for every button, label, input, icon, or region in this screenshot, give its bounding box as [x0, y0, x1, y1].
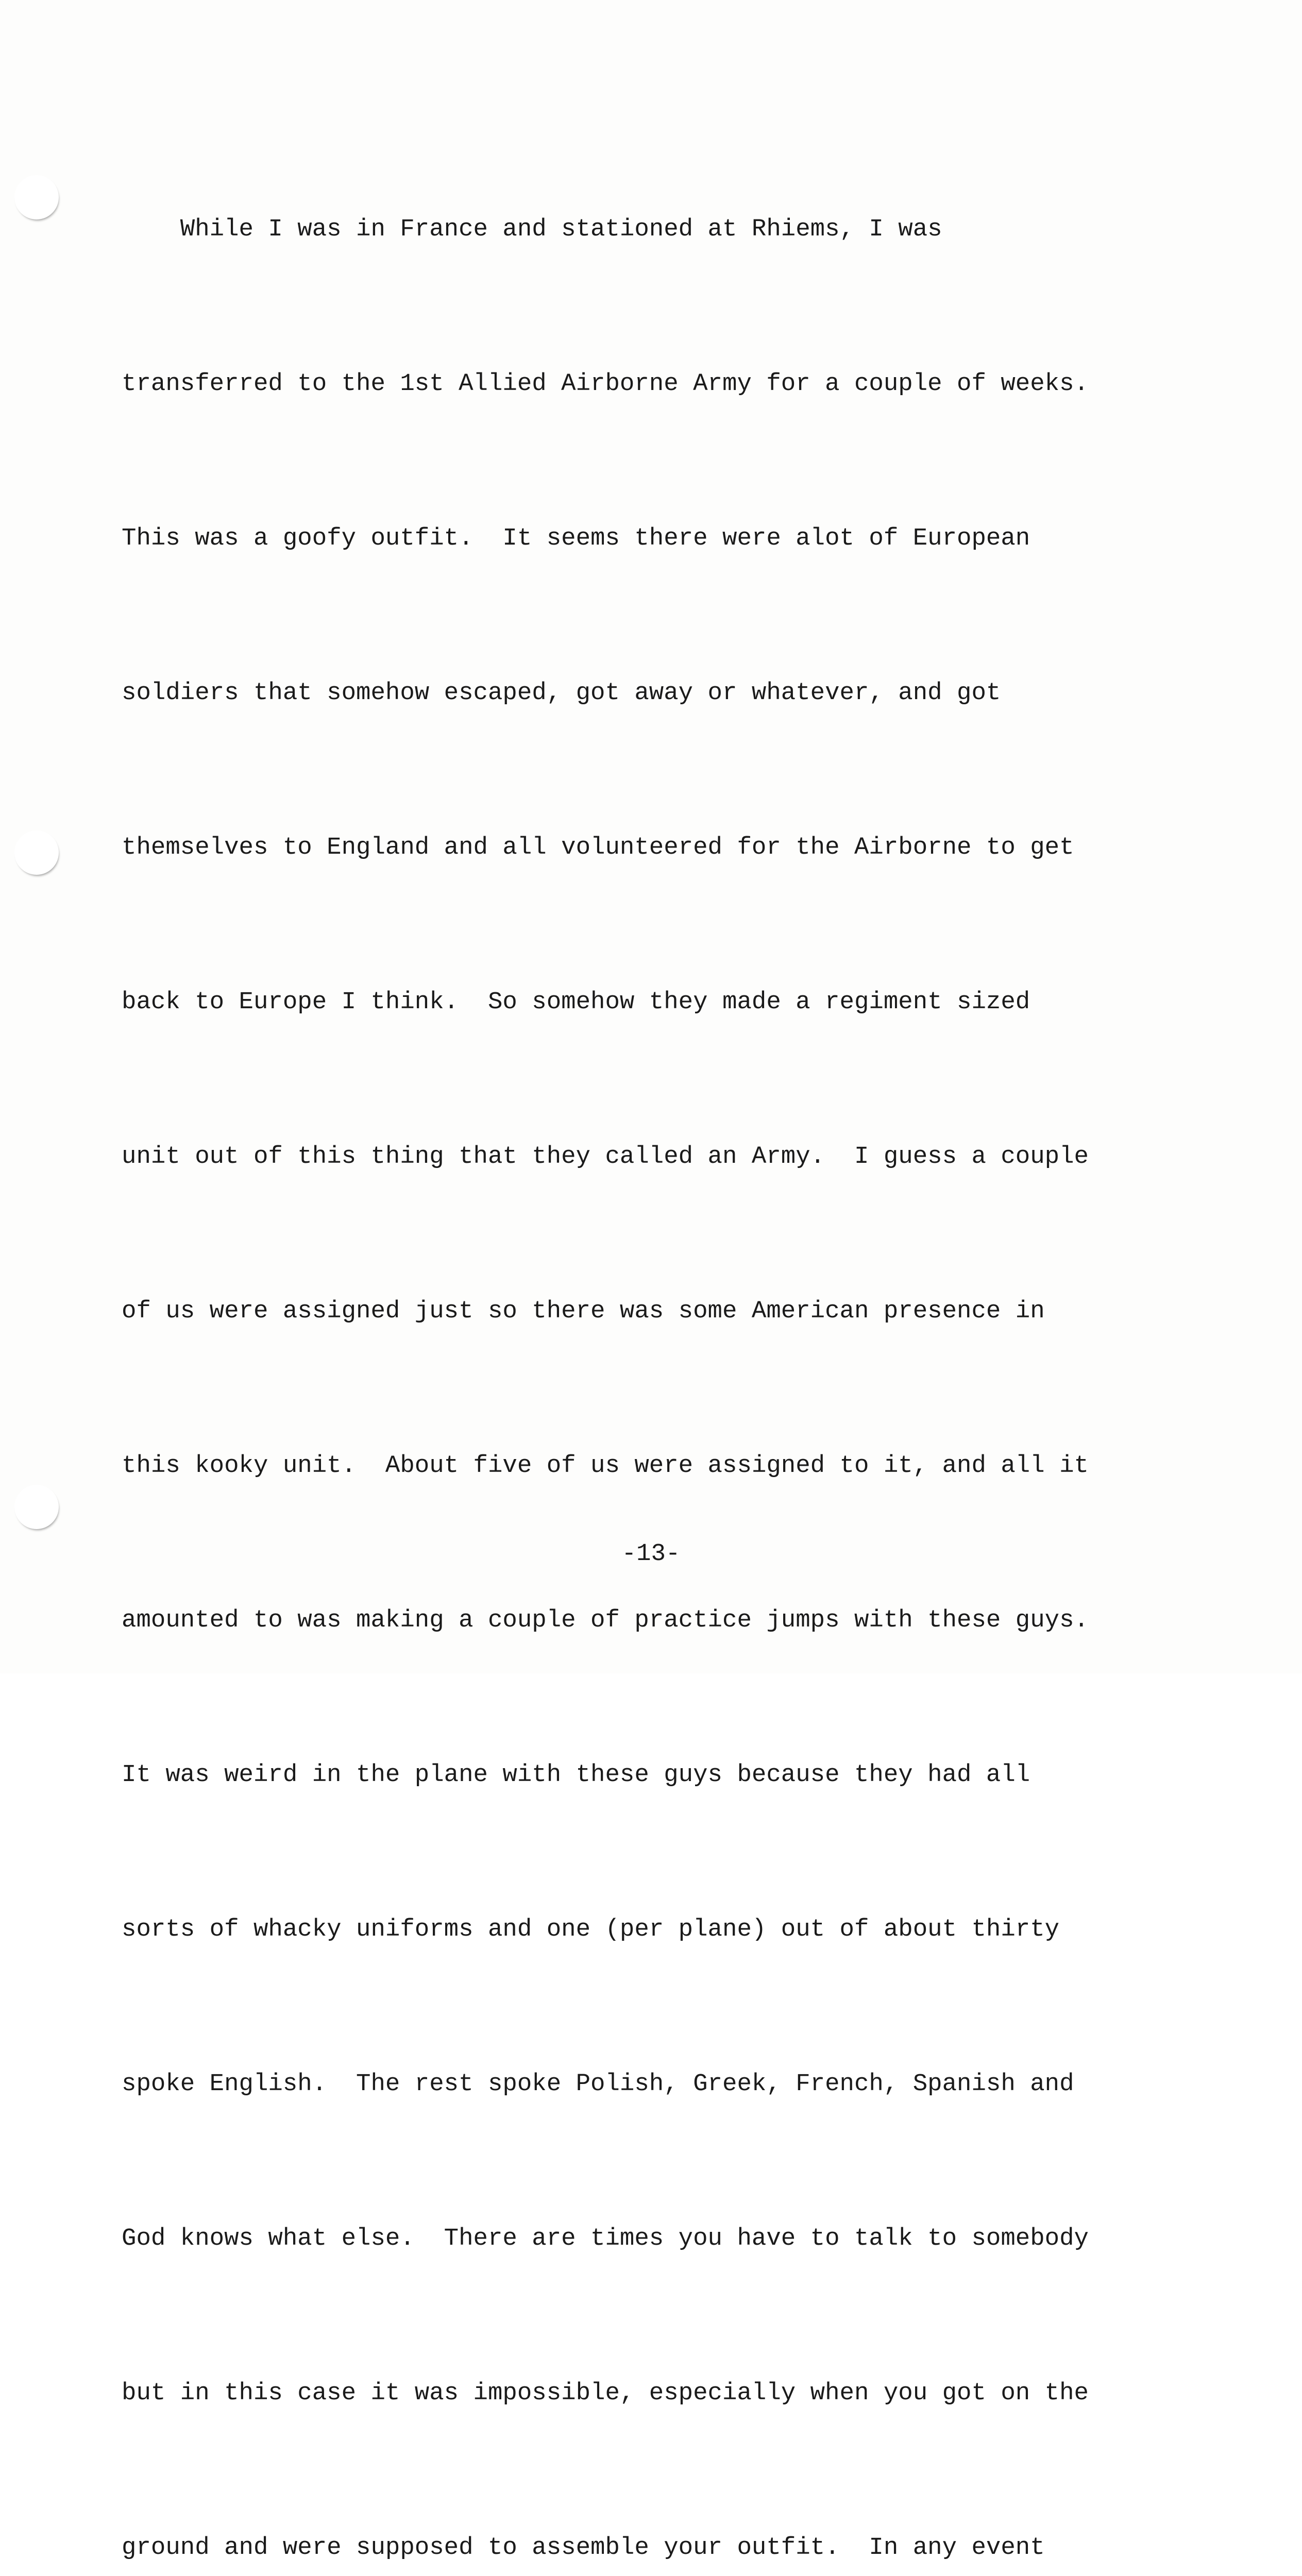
text-line: spoke English. The rest spoke Polish, Greek, French, Spanish and — [122, 2071, 1074, 2098]
text-line: this kooky unit. About five of us were assigned to it, and all it — [122, 1452, 1089, 1480]
text-line: themselves to England and all volunteered for the Airborne to get — [122, 834, 1074, 861]
text-line: of us were assigned just so there was some American presence in — [122, 1298, 1045, 1325]
punch-hole — [14, 831, 59, 875]
text-line: but in this case it was impossible, especially when you got on the — [122, 2380, 1089, 2407]
text-line: sorts of whacky uniforms and one (per plane) out of about thirty — [122, 1916, 1060, 1943]
punch-hole — [14, 175, 59, 219]
text-line: This was a goofy outfit. It seems there were alot of European — [122, 525, 1030, 552]
text-line: It was weird in the plane with these guys because they had all — [122, 1761, 1030, 1789]
text-line: back to Europe I think. So somehow they made a regiment sized — [122, 989, 1030, 1016]
punch-hole — [14, 1485, 59, 1529]
page-number: -13- — [621, 1540, 681, 1568]
text-line: unit out of this thing that they called an Army. I guess a couple — [122, 1143, 1089, 1171]
text-line: God knows what else. There are times you have to talk to somebody — [122, 2225, 1089, 2252]
text-line: While I was in France and stationed at Rhiems, I was — [122, 216, 942, 243]
text-line: soldiers that somehow escaped, got away or whatever, and got — [122, 680, 1001, 707]
text-line: amounted to was making a couple of practice jumps with these guys. — [122, 1607, 1089, 1634]
body-text — [122, 101, 1157, 2576]
text-line: transferred to the 1st Allied Airborne Army for a couple of weeks. — [122, 370, 1089, 398]
text-line: ground and were supposed to assemble your outfit. In any event — [122, 2534, 1045, 2562]
